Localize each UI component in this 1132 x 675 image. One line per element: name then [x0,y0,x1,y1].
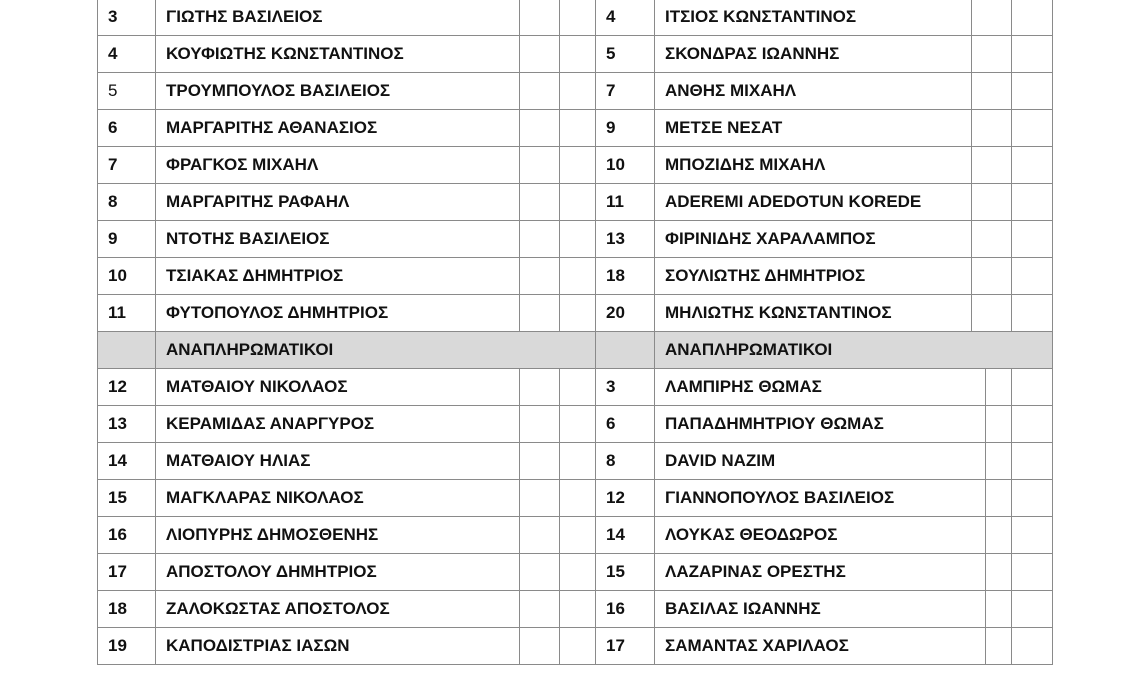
home-check-box [520,294,560,331]
home-player-name: ΖΑΛΟΚΩΣΤΑΣ ΑΠΟΣΤΟΛΟΣ [156,590,520,627]
home-subs-heading: ΑΝΑΠΛΗΡΩΜΑΤΙΚΟΙ [156,331,596,368]
home-check-box [560,627,596,664]
away-check-box [1012,220,1053,257]
away-player-number: 16 [596,590,655,627]
away-check-box [986,590,1012,627]
away-player-number: 7 [596,72,655,109]
home-player-name: ΜΑΤΘΑΙΟΥ ΗΛΙΑΣ [156,442,520,479]
home-player-number: 3 [98,0,156,35]
player-row [98,146,1053,183]
away-check-box [1012,627,1053,664]
away-player-name: ΛΑΖΑΡΙΝΑΣ ΟΡΕΣΤΗΣ [655,553,986,590]
away-player-number: 8 [596,442,655,479]
player-row [98,35,1053,72]
away-check-box [1012,442,1053,479]
home-player-number: 11 [98,294,156,331]
away-player-number: 4 [596,0,655,35]
away-check-box [972,294,1012,331]
away-check-box [1012,294,1053,331]
home-player-number: 14 [98,442,156,479]
home-player-name: ΜΑΤΘΑΙΟΥ ΝΙΚΟΛΑΟΣ [156,368,520,405]
home-player-name: ΓΙΩΤΗΣ ΒΑΣΙΛΕΙΟΣ [156,0,520,35]
away-player-number: 10 [596,146,655,183]
home-check-box [560,220,596,257]
player-row [98,516,1053,553]
away-check-box [986,479,1012,516]
home-player-name: ΦΥΤΟΠΟΥΛΟΣ ΔΗΜΗΤΡΙΟΣ [156,294,520,331]
away-check-box [972,146,1012,183]
home-check-box [520,146,560,183]
home-player-name: ΛΙΟΠΥΡΗΣ ΔΗΜΟΣΘΕΝΗΣ [156,516,520,553]
home-check-box [520,0,560,35]
home-check-box [560,146,596,183]
away-player-name: ΙΤΣΙΟΣ ΚΩΝΣΤΑΝΤΙΝΟΣ [655,0,972,35]
away-player-number: 6 [596,405,655,442]
away-player-name: ΜΕΤΣΕ ΝΕΣΑΤ [655,109,972,146]
away-player-name: ΑΝΘΗΣ ΜΙΧΑΗΛ [655,72,972,109]
player-row [98,368,1053,405]
home-player-number: 8 [98,183,156,220]
away-player-name: ΠΑΠΑΔΗΜΗΤΡΙΟΥ ΘΩΜΑΣ [655,405,986,442]
home-player-number: 15 [98,479,156,516]
away-player-number: 9 [596,109,655,146]
away-check-box [1012,516,1053,553]
away-check-box [972,35,1012,72]
away-subs-heading: ΑΝΑΠΛΗΡΩΜΑΤΙΚΟΙ [655,331,1053,368]
home-player-name: ΚΟΥΦΙΩΤΗΣ ΚΩΝΣΤΑΝΤΙΝΟΣ [156,35,520,72]
away-check-box [1012,405,1053,442]
away-player-number: 18 [596,257,655,294]
home-player-number: 7 [98,146,156,183]
player-row [98,553,1053,590]
away-check-box [972,72,1012,109]
home-player-name: ΦΡΑΓΚΟΣ ΜΙΧΑΗΛ [156,146,520,183]
home-player-number: 12 [98,368,156,405]
home-check-box [520,368,560,405]
away-player-name: ΜΗΛΙΩΤΗΣ ΚΩΝΣΤΑΝΤΙΝΟΣ [655,294,972,331]
player-row [98,109,1053,146]
away-player-name: ΛΟΥΚΑΣ ΘΕΟΔΩΡΟΣ [655,516,986,553]
away-player-name: ΒΑΣΙΛΑΣ ΙΩΑΝΝΗΣ [655,590,986,627]
away-player-number: 13 [596,220,655,257]
home-check-box [520,553,560,590]
away-check-box [986,627,1012,664]
home-player-name: ΚΑΠΟΔΙΣΤΡΙΑΣ ΙΑΣΩΝ [156,627,520,664]
home-check-box [560,183,596,220]
home-check-box [520,257,560,294]
home-player-number: 5 [98,72,156,109]
roster-table [97,0,1053,665]
home-player-name: ΜΑΓΚΛΑΡΑΣ ΝΙΚΟΛΑΟΣ [156,479,520,516]
home-check-box [560,0,596,35]
home-player-number: 19 [98,627,156,664]
home-subs-spacer [98,331,156,368]
away-check-box [986,553,1012,590]
home-check-box [560,109,596,146]
player-row [98,0,1053,35]
away-check-box [986,368,1012,405]
home-player-number: 18 [98,590,156,627]
player-row [98,405,1053,442]
home-player-name: ΜΑΡΓΑΡΙΤΗΣ ΡΑΦΑΗΛ [156,183,520,220]
home-player-name: ΝΤΟΤΗΣ ΒΑΣΙΛΕΙΟΣ [156,220,520,257]
away-check-box [972,183,1012,220]
away-player-number: 12 [596,479,655,516]
away-check-box [1012,72,1053,109]
home-player-number: 6 [98,109,156,146]
away-check-box [1012,257,1053,294]
home-check-box [520,35,560,72]
home-check-box [520,590,560,627]
home-player-name: ΤΣΙΑΚΑΣ ΔΗΜΗΤΡΙΟΣ [156,257,520,294]
away-check-box [1012,590,1053,627]
away-check-box [1012,479,1053,516]
home-check-box [520,627,560,664]
away-check-box [1012,35,1053,72]
home-check-box [560,442,596,479]
away-check-box [1012,109,1053,146]
away-check-box [972,0,1012,35]
away-check-box [1012,368,1053,405]
home-player-name: ΚΕΡΑΜΙΔΑΣ ΑΝΑΡΓΥΡΟΣ [156,405,520,442]
home-check-box [520,405,560,442]
away-player-name: ΣΚΟΝΔΡΑΣ ΙΩΑΝΝΗΣ [655,35,972,72]
player-row [98,590,1053,627]
away-player-number: 5 [596,35,655,72]
player-row [98,479,1053,516]
away-player-name: ADEREMI ADEDOTUN KOREDE [655,183,972,220]
home-check-box [560,590,596,627]
home-player-name: ΑΠΟΣΤΟΛΟΥ ΔΗΜΗΤΡΙΟΣ [156,553,520,590]
away-player-name: ΣΑΜΑΝΤΑΣ ΧΑΡΙΛΑΟΣ [655,627,986,664]
roster-body [98,0,1053,664]
home-check-box [560,35,596,72]
away-check-box [972,257,1012,294]
away-player-number: 11 [596,183,655,220]
player-row [98,257,1053,294]
player-row [98,220,1053,257]
away-player-name: ΛΑΜΠΙΡΗΣ ΘΩΜΑΣ [655,368,986,405]
home-check-box [520,183,560,220]
home-check-box [560,405,596,442]
player-row [98,72,1053,109]
away-player-name: DAVID NAZIM [655,442,986,479]
player-row [98,183,1053,220]
away-check-box [986,516,1012,553]
away-check-box [972,220,1012,257]
player-row [98,627,1053,664]
home-player-number: 9 [98,220,156,257]
away-player-name: ΓΙΑΝΝΟΠΟΥΛΟΣ ΒΑΣΙΛΕΙΟΣ [655,479,986,516]
home-check-box [520,516,560,553]
home-check-box [520,72,560,109]
home-check-box [560,479,596,516]
away-check-box [986,405,1012,442]
home-player-name: ΤΡΟΥΜΠΟΥΛΟΣ ΒΑΣΙΛΕΙΟΣ [156,72,520,109]
away-check-box [986,442,1012,479]
away-player-number: 15 [596,553,655,590]
away-player-name: ΦΙΡΙΝΙΔΗΣ ΧΑΡΑΛΑΜΠΟΣ [655,220,972,257]
player-row [98,442,1053,479]
home-player-number: 10 [98,257,156,294]
away-player-number: 17 [596,627,655,664]
home-player-number: 4 [98,35,156,72]
home-check-box [560,72,596,109]
away-player-name: ΣΟΥΛΙΩΤΗΣ ΔΗΜΗΤΡΙΟΣ [655,257,972,294]
away-player-number: 20 [596,294,655,331]
away-check-box [1012,0,1053,35]
home-check-box [520,220,560,257]
home-player-number: 16 [98,516,156,553]
away-check-box [1012,183,1053,220]
home-check-box [520,479,560,516]
home-player-number: 17 [98,553,156,590]
home-check-box [560,368,596,405]
away-subs-spacer [596,331,655,368]
home-player-number: 13 [98,405,156,442]
home-check-box [560,294,596,331]
home-player-name: ΜΑΡΓΑΡΙΤΗΣ ΑΘΑΝΑΣΙΟΣ [156,109,520,146]
away-player-name: ΜΠΟΖΙΔΗΣ ΜΙΧΑΗΛ [655,146,972,183]
player-row [98,294,1053,331]
away-player-number: 3 [596,368,655,405]
home-check-box [560,553,596,590]
home-check-box [560,257,596,294]
substitutes-header-row [98,331,1053,368]
away-player-number: 14 [596,516,655,553]
away-check-box [1012,553,1053,590]
home-check-box [520,442,560,479]
home-check-box [560,516,596,553]
home-check-box [520,109,560,146]
away-check-box [972,109,1012,146]
away-check-box [1012,146,1053,183]
